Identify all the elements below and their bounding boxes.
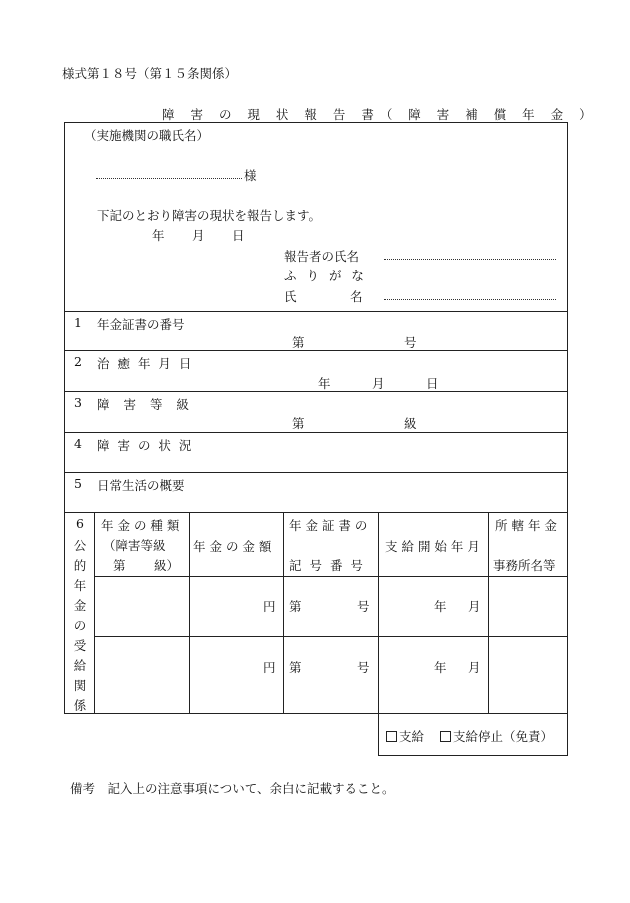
header-pension-kind-grade: （障害等級 bbox=[103, 538, 166, 553]
header-pension-kind-kyu: 級） bbox=[154, 558, 180, 573]
section-3-label: 障 害 等 級 bbox=[97, 397, 194, 412]
vertical-label-char: 金 bbox=[73, 598, 87, 613]
grid-line bbox=[94, 512, 95, 714]
section-1-go: 号 bbox=[404, 335, 417, 350]
section-4-label: 障 害 の 状 況 bbox=[97, 438, 194, 453]
header-cert-symbol: 記 号 番 号 bbox=[289, 558, 365, 573]
section-4-number: 4 bbox=[74, 436, 82, 451]
divider bbox=[64, 350, 568, 351]
status-options bbox=[386, 727, 553, 745]
section-3-number: 3 bbox=[74, 395, 82, 410]
row1-year: 年 bbox=[434, 599, 447, 614]
vertical-label-char: 関 bbox=[73, 678, 87, 693]
vertical-label-char: 的 bbox=[73, 558, 87, 573]
vertical-label-char: 係 bbox=[73, 698, 87, 713]
header-start-month: 支 給 開 始 年 月 bbox=[385, 539, 480, 554]
agency-name-line[interactable] bbox=[96, 178, 242, 179]
checkbox-paid[interactable] bbox=[386, 731, 397, 742]
agency-label: （実施機関の職氏名） bbox=[84, 128, 210, 143]
furigana-label: ふ り が な bbox=[284, 268, 367, 283]
report-date-day: 日 bbox=[232, 228, 245, 243]
divider bbox=[64, 311, 568, 312]
vertical-label-char: 年 bbox=[73, 578, 87, 593]
page-title: 障 害 の 現 状 報 告 書（ 障 害 補 償 年 金 ） bbox=[162, 107, 598, 122]
form-number: 様式第１８号（第１５条関係） bbox=[62, 66, 238, 81]
vertical-label-char: の bbox=[73, 618, 87, 633]
header-office: 所 轄 年 金 bbox=[495, 518, 557, 533]
section-3-kyu: 級 bbox=[404, 416, 417, 431]
grid-line bbox=[378, 512, 379, 756]
section-1-dai: 第 bbox=[292, 335, 305, 350]
section-2-day: 日 bbox=[426, 376, 439, 391]
label-stopped: 支給停止（免責） bbox=[452, 729, 553, 744]
section-1-number: 1 bbox=[74, 315, 82, 330]
remarks-text: 備考 記入上の注意事項について、余白に記載すること。 bbox=[70, 781, 395, 796]
vertical-label-char: 6 bbox=[76, 516, 84, 531]
header-pension-kind: 年 金 の 種 類 bbox=[101, 518, 180, 533]
section-2-number: 2 bbox=[74, 354, 82, 369]
row1-dai: 第 bbox=[289, 599, 302, 614]
name-label-first: 氏 bbox=[284, 289, 297, 304]
row2-year: 年 bbox=[434, 660, 447, 675]
report-date-year: 年 bbox=[152, 228, 165, 243]
header-cert-number: 年 金 証 書 の bbox=[289, 518, 368, 533]
checkbox-stopped[interactable] bbox=[440, 731, 451, 742]
vertical-label-char: 公 bbox=[73, 538, 87, 553]
row1-go: 号 bbox=[357, 599, 370, 614]
grid-line bbox=[94, 576, 568, 577]
row2-dai: 第 bbox=[289, 660, 302, 675]
name-label-second: 名 bbox=[350, 289, 363, 304]
grid-line bbox=[189, 512, 190, 714]
section-2-year: 年 bbox=[318, 376, 331, 391]
vertical-label-char: 給 bbox=[73, 658, 87, 673]
section-1-label: 年金証書の番号 bbox=[97, 317, 185, 332]
vertical-label-char: 受 bbox=[73, 638, 87, 653]
divider bbox=[64, 432, 568, 433]
sama-label: 様 bbox=[244, 168, 257, 183]
grid-line bbox=[94, 636, 568, 637]
section-5-label: 日常生活の概要 bbox=[97, 478, 185, 493]
reporter-name-line[interactable] bbox=[384, 259, 556, 260]
grid-line bbox=[283, 512, 284, 714]
name-line[interactable] bbox=[384, 299, 556, 300]
header-pension-kind-dai: 第 bbox=[113, 558, 126, 573]
divider bbox=[64, 391, 568, 392]
statement-text: 下記のとおり障害の現状を報告します。 bbox=[97, 208, 322, 223]
row1-month: 月 bbox=[468, 599, 481, 614]
section-2-month: 月 bbox=[372, 376, 385, 391]
row2-yen: 円 bbox=[263, 660, 276, 675]
section-2-label: 治 癒 年 月 日 bbox=[97, 356, 194, 371]
reporter-name-label: 報告者の氏名 bbox=[284, 249, 360, 264]
grid-line bbox=[488, 512, 489, 714]
section-5-number: 5 bbox=[74, 476, 82, 491]
section-3-dai: 第 bbox=[292, 416, 305, 431]
label-paid: 支給 bbox=[399, 729, 425, 744]
header-pension-amount: 年 金 の 金 額 bbox=[193, 539, 272, 554]
report-date-month: 月 bbox=[192, 228, 205, 243]
row1-yen: 円 bbox=[263, 599, 276, 614]
divider bbox=[64, 472, 568, 473]
header-office-name: 事務所名等 bbox=[493, 558, 556, 573]
grid-line bbox=[378, 755, 568, 756]
row2-go: 号 bbox=[357, 660, 370, 675]
divider bbox=[64, 512, 568, 513]
grid-line bbox=[567, 714, 568, 756]
row2-month: 月 bbox=[468, 660, 481, 675]
